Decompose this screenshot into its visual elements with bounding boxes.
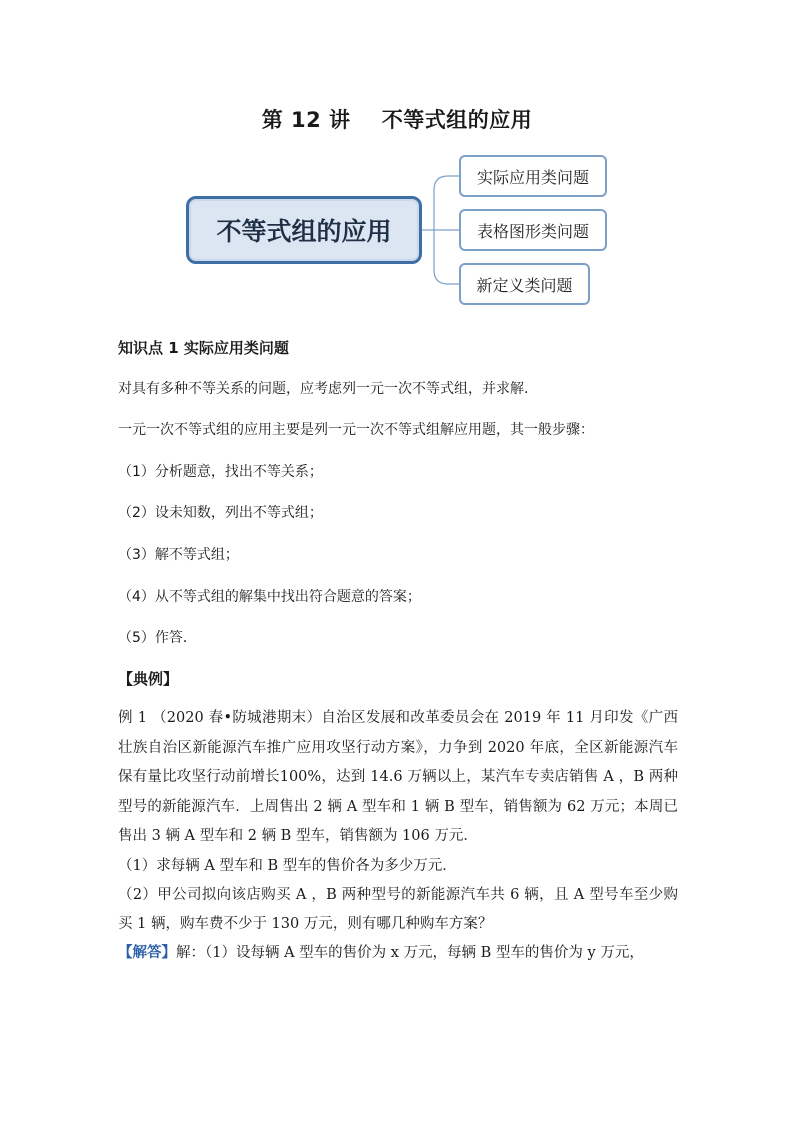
section-heading: 知识点 1 实际应用类问题 (118, 339, 289, 357)
connector-branch-1 (434, 176, 459, 230)
steps-intro: 一元一次不等式组的应用主要是列一元一次不等式组解应用题，其一般步骤： (118, 422, 594, 438)
answer-text: 解：（1）设每辆 A 型车的售价为 x 万元，每辆 B 型车的售价为 y 万元， (176, 944, 644, 961)
mindmap-branch-practical: 实际应用类问题 (459, 155, 607, 197)
mindmap (0, 0, 794, 330)
step-1: （1）分析题意，找出不等关系； (118, 464, 323, 480)
example-question-1: （1）求每辆 A 型车和 B 型车的售价各为多少万元． (118, 857, 457, 874)
example-1 (118, 704, 678, 968)
mindmap-central-node: 不等式组的应用 (186, 196, 422, 264)
step-3: （3）解不等式组； (118, 547, 239, 563)
example-answer (118, 939, 678, 968)
mindmap-branch-new-definition: 新定义类问题 (459, 263, 590, 305)
step-5: （5）作答． (118, 630, 197, 646)
section-1 (118, 337, 678, 359)
mindmap-branch-table-graph: 表格图形类问题 (459, 209, 607, 251)
step-2: （2）设未知数，列出不等式组； (118, 505, 323, 521)
step-4: （4）从不等式组的解集中找出符合题意的答案； (118, 589, 421, 605)
answer-tag: 【解答】 (118, 944, 176, 961)
mindmap-connectors (0, 0, 794, 330)
example-heading: 【典例】 (118, 670, 179, 688)
example-question-2: （2）甲公司拟向该店购买 A ，B 两种型号的新能源汽车共 6 辆，且 A 型号车至少购买 1 辆，购车费不少于 130 万元，则有哪几种购车方案？ (118, 886, 678, 932)
section-intro: 对具有多种不等关系的问题，应考虑列一元一次不等式组，并求解． (118, 381, 538, 397)
example-problem: 例 1 （2020 春•防城港期末）自治区发展和改革委员会在 2019 年 11 月印发《广西壮族自治区新能源汽车推广应用攻坚行动方案》，力争到 2020 年底，全区新能源汽车保有量比攻坚行动前增长100%，达到 14.6 万辆以上，某汽车专卖店销售 A ，B 两种型号的新能源汽车．上周售出 2 辆 A 型车和 1 辆 B 型车，销售额为 62 万元；本周已售出 3 辆 A 型车和 2 辆 B 型车，销售额为 106 万元． (118, 710, 678, 844)
connector-branch-3 (434, 230, 459, 284)
lecture-topic: 不等式组的应用 (381, 108, 533, 132)
lecture-number: 第 12 讲 (261, 108, 351, 132)
